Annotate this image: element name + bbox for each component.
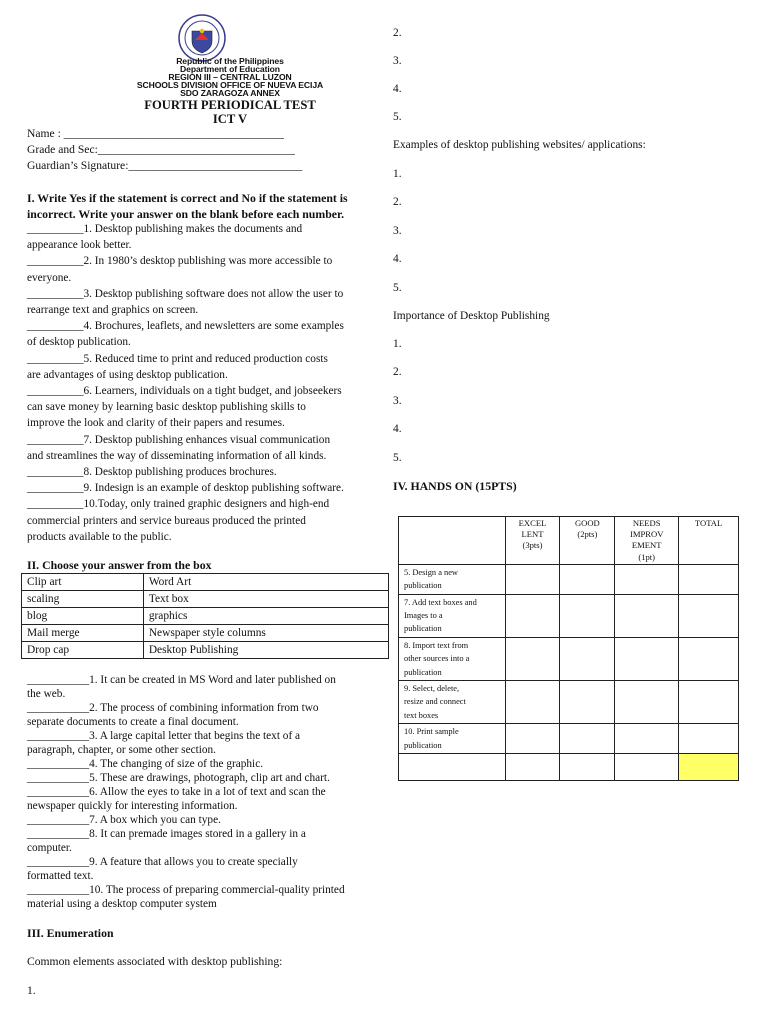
enum-item: 2. xyxy=(393,27,402,39)
question-line: ___________6. Allow the eyes to take in a lot of text and scan the xyxy=(27,786,326,798)
col-text: (3pts) xyxy=(522,540,543,551)
part2-heading: II. Choose your answer from the box xyxy=(27,558,212,572)
rubric-criterion: 9. Select, delete, resize and connect text boxes xyxy=(399,681,506,724)
question-line: ___________8. It can premade images stored in a gallery in a xyxy=(27,828,306,840)
col-text: NEEDS xyxy=(632,518,661,528)
rubric-total-row xyxy=(399,754,739,781)
rubric-table xyxy=(398,516,739,781)
rubric-row xyxy=(399,564,739,594)
rubric-row xyxy=(399,594,739,637)
rubric-header-row xyxy=(399,517,739,565)
box-cell: Mail merge xyxy=(22,625,144,642)
question-line: __________1. Desktop publishing makes the documents and xyxy=(27,223,303,235)
part1-heading: incorrect. Write your answer on the blank before each number. xyxy=(27,207,345,221)
rubric-criterion: 8. Import text from other sources into a publication xyxy=(399,637,506,680)
question-line: separate documents to create a final document. xyxy=(27,716,239,728)
enum-item: 1. xyxy=(393,168,402,180)
box-cell: Text box xyxy=(143,591,388,608)
question-line: and streamlines the way of disseminating information of all kinds. xyxy=(27,449,327,462)
box-cell: scaling xyxy=(22,591,144,608)
rubric-row xyxy=(399,637,739,680)
question-line: ___________10. The process of preparing commercial-quality printed xyxy=(27,884,345,896)
question-line: improve the look and clarity of their papers and resumes. xyxy=(27,417,285,430)
box-cell: Desktop Publishing xyxy=(143,642,388,659)
question-line: formatted text. xyxy=(27,870,94,882)
question-line: __________6. Learners, individuals on a tight budget, and jobseekers xyxy=(27,385,342,398)
question-line: __________8. Desktop publishing produces brochures. xyxy=(27,466,277,479)
col-text: GOOD xyxy=(574,518,600,528)
question-line: rearrange text and graphics on screen. xyxy=(27,304,199,317)
question-line: the web. xyxy=(27,688,66,700)
question-line: __________4. Brochures, leaflets, and newsletters are some examples xyxy=(27,320,344,333)
enum-item: 4. xyxy=(393,253,402,265)
question-line: ___________2. The process of combining information from two xyxy=(27,702,319,714)
question-line: appearance look better. xyxy=(27,239,132,252)
question-line: of desktop publication. xyxy=(27,336,131,349)
box-cell: Newspaper style columns xyxy=(143,625,388,642)
box-cell: blog xyxy=(22,608,144,625)
box-row xyxy=(22,608,389,625)
question-line: __________5. Reduced time to print and reduced production costs xyxy=(27,352,328,365)
question-line: everyone. xyxy=(27,271,72,284)
part3-prompt-common-elements: Common elements associated with desktop publishing: xyxy=(27,955,283,968)
box-cell: graphics xyxy=(143,608,388,625)
question-line: ___________7. A box which you can type. xyxy=(27,814,221,826)
name-field: Name : ______________________________________ xyxy=(27,127,284,140)
col-text: IMPROV xyxy=(629,529,664,540)
box-cell: Clip art xyxy=(22,574,144,591)
rubric-col-needs-improvement xyxy=(615,517,679,565)
question-line: paragraph, chapter, or some other section. xyxy=(27,744,217,756)
question-line: commercial printers and service bureaus produced the printed xyxy=(27,514,306,527)
question-line: __________9. Indesign is an example of desktop publishing software. xyxy=(27,482,344,495)
box-row xyxy=(22,642,389,659)
rubric-col-excellent xyxy=(505,517,560,565)
header-line: SCHOOLS DIVISION OFFICE OF NUEVA ECIJA xyxy=(136,80,324,90)
rubric-corner-cell xyxy=(399,517,506,565)
rubric-row xyxy=(399,724,739,754)
question-line: __________3. Desktop publishing software does not allow the user to xyxy=(27,287,344,300)
part3-prompt-examples: Examples of desktop publishing websites/ applications: xyxy=(393,139,646,151)
rubric-col-good xyxy=(560,517,615,565)
header-line: Republic of the Philippines xyxy=(176,56,284,66)
question-line: newspaper quickly for interesting information. xyxy=(27,800,238,812)
total-score-cell xyxy=(679,754,739,781)
col-text: TOTAL xyxy=(694,518,723,528)
enum-item: 4. xyxy=(393,83,402,95)
enum-item: 3. xyxy=(393,55,402,67)
enum-item: 5. xyxy=(393,452,402,464)
part4-heading: IV. HANDS ON (15PTS) xyxy=(393,479,517,493)
deped-seal xyxy=(178,14,226,62)
rubric-row xyxy=(399,681,739,724)
part2-questions xyxy=(27,673,372,911)
col-text: EMENT xyxy=(631,540,662,551)
box-cell: Word Art xyxy=(143,574,388,591)
part1-questions xyxy=(27,221,387,545)
question-line: can save money by learning basic desktop publishing skills to xyxy=(27,401,306,414)
question-line: __________10.Today, only trained graphic designers and high-end xyxy=(27,498,330,511)
col-text: LENT xyxy=(521,529,544,540)
col-text: (1pt) xyxy=(638,551,656,562)
box-row xyxy=(22,625,389,642)
header-line: Department of Education xyxy=(180,64,280,74)
box-row xyxy=(22,591,389,608)
enum-item: 3. xyxy=(393,395,402,407)
box-row xyxy=(22,574,389,591)
part3-heading: III. Enumeration xyxy=(27,926,114,940)
enum-item: 2. xyxy=(393,196,402,208)
enum-item: 1. xyxy=(393,338,402,350)
enum-item: 1. xyxy=(27,984,36,997)
rubric-col-total xyxy=(679,517,739,565)
answer-box xyxy=(21,573,389,659)
part3-prompt-importance: Importance of Desktop Publishing xyxy=(393,310,550,322)
header-line: REGION III – CENTRAL LUZON xyxy=(168,72,292,82)
enum-item: 2. xyxy=(393,366,402,378)
col-text: EXCEL xyxy=(518,518,547,528)
question-line: ___________9. A feature that allows you to create specially xyxy=(27,856,298,868)
rubric-criterion: 7. Add text boxes and Images to a publication xyxy=(399,594,506,637)
question-line: computer. xyxy=(27,842,72,854)
rubric-criterion: 10. Print sample publication xyxy=(399,724,506,754)
box-cell: Drop cap xyxy=(22,642,144,659)
guardian-signature-field: Guardian’s Signature:______________________________ xyxy=(27,159,303,172)
question-line: ___________5. These are drawings, photograph, clip art and chart. xyxy=(27,772,330,784)
enum-item: 3. xyxy=(393,225,402,237)
part1-heading: I. Write Yes if the statement is correct and No if the statement is xyxy=(27,191,348,205)
question-line: __________2. In 1980’s desktop publishing was more accessible to xyxy=(27,255,333,268)
question-line: material using a desktop computer system xyxy=(27,898,217,910)
enum-item: 5. xyxy=(393,111,402,123)
question-line: ___________1. It can be created in MS Word and later published on xyxy=(27,674,336,686)
question-line: ___________4. The changing of size of the graphic. xyxy=(27,758,264,770)
rubric-criterion: 5. Design a new publication xyxy=(399,564,506,594)
question-line: products available to the public. xyxy=(27,530,172,543)
grade-section-field: Grade and Sec:__________________________________ xyxy=(27,143,295,156)
question-line: __________7. Desktop publishing enhances visual communication xyxy=(27,433,331,446)
col-text: (2pts) xyxy=(577,529,598,540)
test-title: FOURTH PERIODICAL TEST xyxy=(144,98,316,112)
enum-item: 5. xyxy=(393,282,402,294)
question-line: are advantages of using desktop publication. xyxy=(27,368,228,381)
enum-item: 4. xyxy=(393,423,402,435)
question-line: ___________3. A large capital letter that begins the text of a xyxy=(27,730,301,742)
subject-title: ICT V xyxy=(212,112,248,126)
header-line: SDO ZARAGOZA ANNEX xyxy=(180,88,280,98)
